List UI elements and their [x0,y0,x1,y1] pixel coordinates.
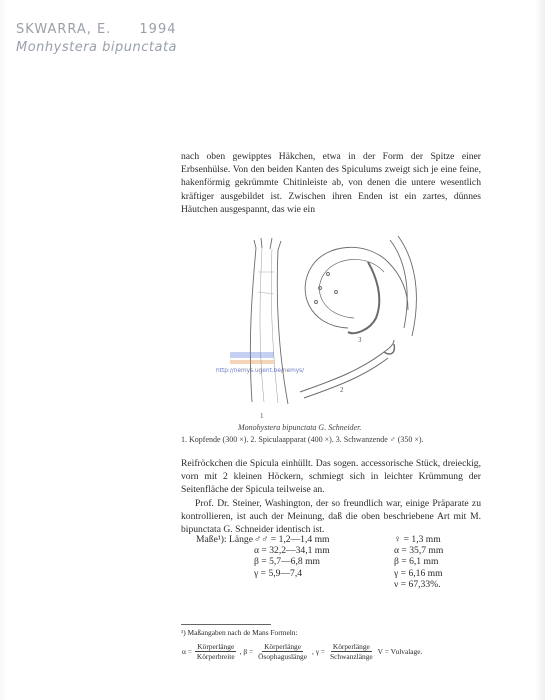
measurements-table [196,534,486,590]
figure-drawing [208,232,438,424]
de-man-formulas [181,642,501,661]
measure-female: ν = 67,33%. [394,578,441,590]
figure-number-3: 3 [358,336,362,344]
paragraph-accessory-piece: Reifröckchen die Spicula einhüllt. Das sogen. accessorische Stück, dreieckig, vorn mit 2 kleinen Höckern, schmiegt sich in leichter Krümmung der Seitenfläche der Spicula teilweise an. [181,458,481,496]
vulva-formula: V = Vulvalage. [377,647,423,656]
alpha-numerator: Körperlänge [197,642,235,651]
beta-fraction [256,642,309,661]
watermark-url: http://nemys.ugent.be/nemys/ [216,368,305,374]
head-end-drawing [250,238,288,404]
handwritten-taxon: Monhystera bipunctata [16,40,178,55]
handwritten-year: 1994 [139,22,177,37]
figure-caption-title: Monohystera bipunctata G. Schneider. [238,423,362,432]
measure-male: γ = 5,9—7,4 [254,567,303,579]
footnote-text: ¹) Maßangaben nach de Mans Formeln: [181,628,298,637]
beta-symbol: , β = [239,647,254,656]
nematode-figure [208,232,438,424]
measure-row [196,568,443,579]
handwritten-reference [16,22,177,37]
top-paragraph: nach oben gewipptes Häkchen, etwa in der Form der Spitze einer Erbsenhülse. Von den beiden Kanten des Spiculums zweigt sich je eine feine, hakenförmig gekrümmte Chitinleiste ab, von denen die untere wesentlich kräftiger ausgebildet ist. Zwischen ihren Enden ist ein zartes, dünnes Häutchen ausgespannt, das wie ein [181,151,481,215]
gamma-numerator: Körperlänge [332,642,370,651]
measure-female: ♀ = 1,3 mm [394,534,441,545]
paragraph-steiner: Prof. Dr. Steiner, Washington, der so freundlich war, einige Präparate zu kontrollieren, ist auch der Meinung, daß die oben beschriebene Art mit M. bipunctata G. Schneider identisch ist. [181,497,481,536]
tail-end-drawing [305,236,416,336]
watermark-logo [230,352,274,364]
measure-label: Maße¹): Länge [196,534,253,545]
alpha-denominator: Körperbreite [196,652,235,661]
spicular-apparatus-drawing [300,340,394,398]
alpha-symbol: α = [182,647,192,656]
beta-numerator: Körperlänge [264,642,302,651]
measure-female: α = 35,7 mm [394,545,444,557]
measure-male [254,579,394,590]
measure-male: ♂♂ = 1,2—1,4 mm [254,534,330,545]
gamma-symbol: , γ = [312,647,325,656]
lower-paragraphs [181,457,481,536]
measure-row [196,545,443,556]
measure-row [196,534,443,545]
measure-row [196,579,443,590]
measure-male: α = 32,2—34,1 mm [254,545,330,557]
figure-number-1: 1 [260,412,264,420]
measure-female: β = 6,1 mm [394,556,439,568]
measure-row [196,556,443,567]
figure-number-2: 2 [340,386,344,394]
handwritten-author: SKWARRA, E. [16,22,112,37]
footnote-divider [181,624,271,625]
gamma-fraction [328,642,375,661]
figure-caption-parts: 1. Kopfende (300 ×). 2. Spiculaapparat (400 ×). 3. Schwanzende ♂ (350 ×). [181,435,424,444]
measure-male: β = 5,7—6,8 mm [254,556,320,568]
measure-female: γ = 6,16 mm [394,567,443,579]
gamma-denominator: Schwanzlänge [329,652,373,661]
beta-denominator: Ösophaguslänge [258,652,307,661]
alpha-fraction [195,642,237,661]
